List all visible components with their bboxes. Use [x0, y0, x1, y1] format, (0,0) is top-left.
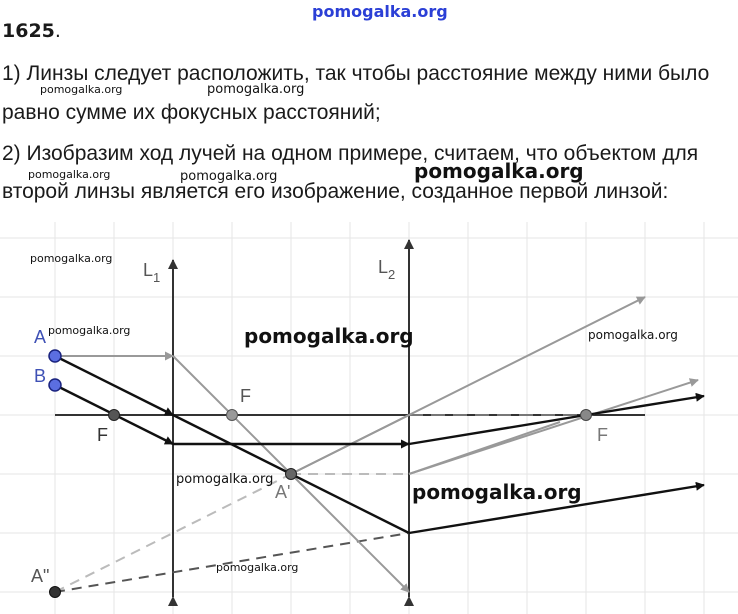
problem-number: 1625.: [2, 20, 61, 42]
point-a: [49, 350, 61, 362]
watermark: pomogalka.org: [244, 324, 414, 348]
focus-mid-point: [227, 410, 238, 421]
watermark-top: pomogalka.org: [312, 2, 448, 21]
watermark: pomogalka.org: [48, 324, 131, 337]
focus-right-label: F: [597, 425, 608, 445]
image1-point: [286, 469, 297, 480]
watermark: pomogalka.org: [180, 169, 278, 184]
point-a-label: A: [34, 327, 47, 347]
point-b: [49, 379, 61, 391]
image2-point: [50, 587, 61, 598]
lens2-label: $L_2$: [378, 257, 396, 282]
optics-diagram: [0, 222, 738, 614]
watermark: pomogalka.org: [30, 252, 113, 265]
watermark: pomogalka.org: [412, 480, 582, 504]
watermark: pomogalka.org: [176, 472, 274, 487]
focus-right-point: [581, 410, 592, 421]
watermark: pomogalka.org: [40, 83, 123, 96]
image1-label: A': [275, 482, 291, 502]
watermark: pomogalka.org: [216, 561, 299, 574]
text-line-2: равно сумме их фокусных расстояний;: [2, 101, 381, 124]
point-b-label: B: [34, 366, 47, 386]
focus-mid-label: F: [240, 386, 251, 406]
text-line-1: 1) Линзы следует расположить, так чтобы расстояние между ними было: [2, 62, 710, 85]
watermark: pomogalka.org: [207, 82, 305, 97]
lens1-label: $L_1$: [143, 260, 161, 285]
focus-left-label: F: [97, 425, 108, 445]
text-line-3: 2) Изобразим ход лучей на одном примере, считаем, что объектом для: [2, 142, 699, 165]
focus-left-point: [109, 410, 120, 421]
image2-label: A": [31, 566, 50, 586]
text-line-4: второй линзы является его изображение, созданное первой линзой:: [2, 180, 669, 203]
watermark: pomogalka.org: [588, 328, 678, 342]
watermark: pomogalka.org: [414, 159, 584, 183]
watermark: pomogalka.org: [28, 168, 111, 181]
